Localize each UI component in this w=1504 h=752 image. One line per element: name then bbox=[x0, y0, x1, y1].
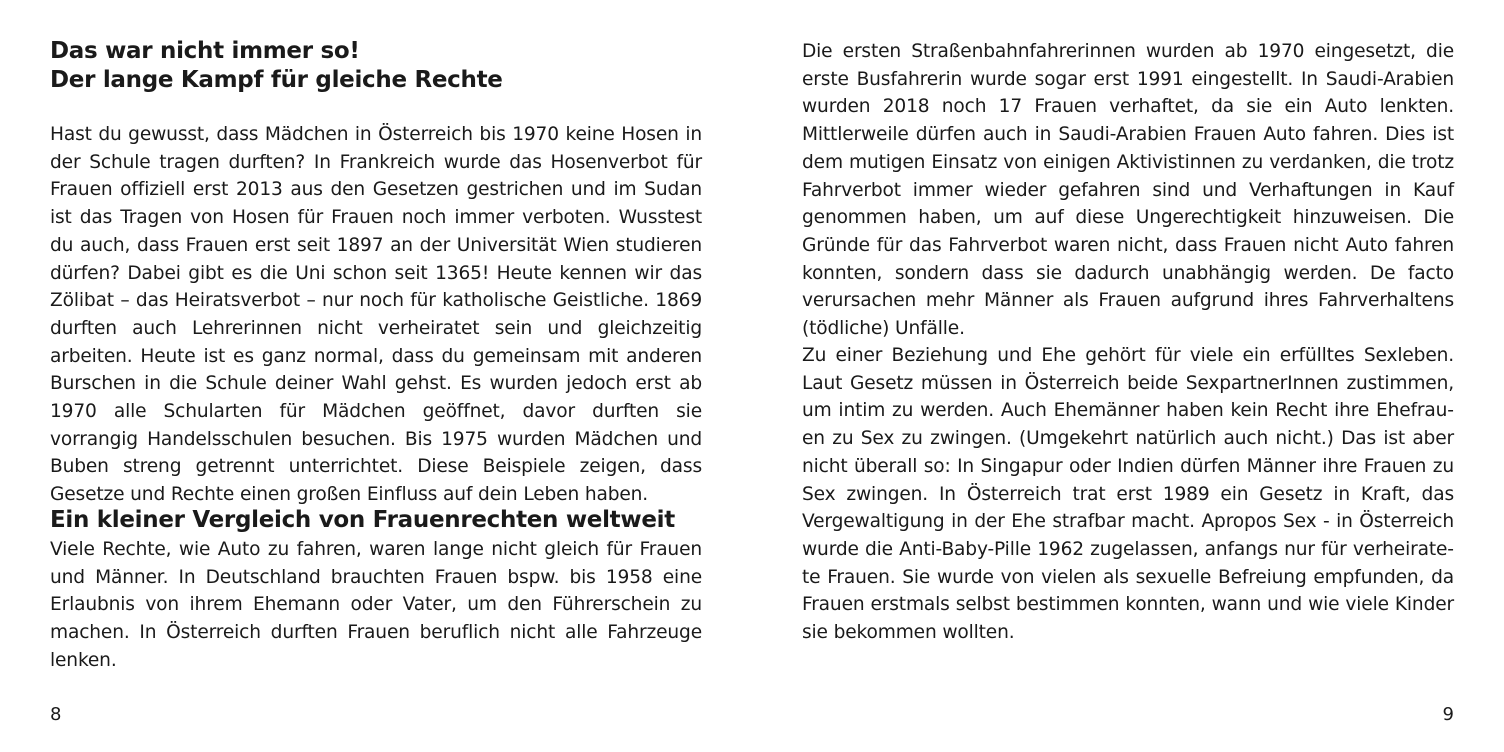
paragraph-history: Hast du gewusst, dass Mädchen in Österreich bis 1970 keine Hosen in der Schule tragen durften? In Frankreich wurde das Hosenverbot für Frauen offiziell erst 2013 aus den Gesetzen gestrichen und im Sudan ist das Tragen von Hosen für Frauen noch immer verboten. Wusstest du auch, dass Frauen erst seit 1897 an der Universität Wien studieren dürfen? Dabei gibt es die Uni schon seit 1365! Heute kennen wir das Zölibat – das Heiratsverbot – nur noch für katholische Geistliche. 1869 durften auch Lehrerinnen nicht verheiratet sein und gleichzeitig arbeiten. Heute ist es ganz normal, dass du gemeinsam mit anderen Burschen in die Schule deiner Wahl gehst. Es wurden jedoch erst ab 1970 alle Schularten für Mädchen geöffnet, davor durften sie vorrangig Handelsschulen besuchen. Bis 1975 wurden Mädchen und Buben streng getrennt unterrichtet. Diese Beispiele zeigen, dass Gesetze und Rechte einen großen Einfluss auf dein Leben haben. bbox=[50, 124, 702, 506]
paragraph-driving-rights: Viele Rechte, wie Auto zu fahren, waren lange nicht gleich für Frauen und Männer. In Deutschland brauchten Frauen bspw. bis 1958 eine Erlaubnis von ihrem Ehemann oder Vater, um den Führerschein zu machen. In Österreich durften Frauen beruflich nicht alle Fahrzeuge lenken. bbox=[50, 539, 702, 671]
heading-line-2: Der lange Kampf für gleiche Rechte bbox=[50, 67, 503, 93]
section-heading-vergleich: Ein kleiner Vergleich von Frauenrechten weltweit bbox=[50, 507, 675, 533]
right-page bbox=[802, 0, 1454, 752]
paragraph-drivers-saudi: Die ersten Straßenbahnfahrerinnen wurden ab 1970 eingesetzt, die erste Busfahrerin wurde sogar erst 1991 eingestellt. In Saudi-Arabien wurden 2018 noch 17 Frauen verhaftet, da sie ein Auto lenkten. Mittlerweile dürfen auch in Saudi-Arabien Frauen Auto fahren. Dies ist dem mutigen Einsatz von einigen Aktivistinnen zu verdanken, die trotz Fahrverbot immer wieder gefahren sind und Verhaftungen in Kauf genommen haben, um auf diese Ungerechtigkeit hinzuweisen. Die Gründe für das Fahrverbot waren nicht, dass Frauen nicht Auto fahren konnten, sondern dass sie dadurch unabhängig werden. De facto verursachen mehr Männer als Frauen aufgrund ihres Fahrverhaltens (tödliche) Unfälle. bbox=[802, 41, 1454, 340]
paragraph-relationships: Zu einer Beziehung und Ehe gehört für viele ein erfülltes Sexleben. Laut Gesetz müssen in Österreich beide SexpartnerInnen zustimmen, um intim zu werden. Auch Ehemänner haben kein Recht ihre Ehefrauen zu Sex zu zwingen. (Umgekehrt natürlich auch nicht.) Das ist aber nicht überall so: In Singapur oder Indien dürfen Männer ihre Frauen zu Sex zwingen. In Österreich trat erst 1989 ein Gesetz in Kraft, das Vergewaltigung in der Ehe strafbar macht. Apropos Sex - in Österreich wurde die Anti-Baby-Pille 1962 zugelassen, anfangs nur für verheiratete Frauen. Sie wurde von vielen als sexuelle Befreiung empfunden, da Frauen erstmals selbst bestimmen konnten, wann und wie viele Kinder sie bekommen wollten. bbox=[802, 345, 1454, 644]
heading-line-1: Das war nicht immer so! bbox=[50, 38, 360, 64]
page-number-right: 9 bbox=[1442, 704, 1454, 725]
page-number-left: 8 bbox=[50, 704, 62, 725]
section-heading-kampf bbox=[50, 37, 710, 95]
left-page bbox=[50, 0, 702, 752]
